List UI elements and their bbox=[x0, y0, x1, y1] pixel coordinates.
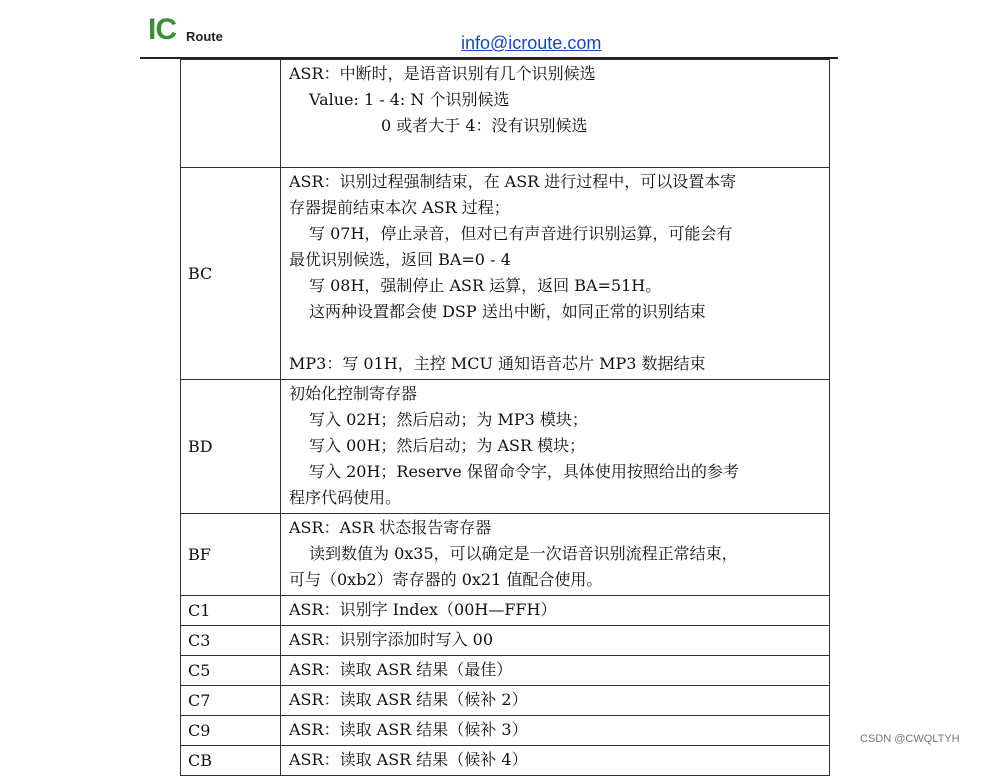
register-table bbox=[180, 59, 830, 776]
description-line: ASR：读取 ASR 结果（候补 3） bbox=[289, 720, 528, 739]
description-line: 最优识别候选，返回 BA=0 - 4 bbox=[289, 250, 511, 269]
register-address: BC bbox=[181, 168, 281, 380]
description-line: 0 或者大于 4：没有识别候选 bbox=[381, 116, 588, 135]
register-address: BF bbox=[181, 514, 281, 596]
register-row bbox=[181, 686, 830, 716]
register-description bbox=[281, 168, 830, 380]
description-line: ASR：识别字 Index（00H—FFH） bbox=[289, 600, 557, 619]
description-line: MP3：写 01H，主控 MCU 通知语音芯片 MP3 数据结束 bbox=[289, 354, 706, 373]
description-line: ASR：读取 ASR 结果（候补 4） bbox=[289, 750, 528, 769]
description-line: ASR：中断时，是语音识别有几个识别候选 bbox=[289, 64, 596, 83]
register-row bbox=[181, 168, 830, 380]
register-row bbox=[181, 380, 830, 514]
register-description bbox=[281, 656, 830, 686]
description-line: 存器提前结束本次 ASR 过程； bbox=[289, 198, 510, 217]
register-description bbox=[281, 686, 830, 716]
register-row bbox=[181, 596, 830, 626]
description-line: 初始化控制寄存器 bbox=[289, 384, 418, 403]
register-address: C5 bbox=[181, 656, 281, 686]
register-row bbox=[181, 626, 830, 656]
description-line: 写入 02H；然后启动；为 MP3 模块； bbox=[309, 410, 588, 429]
logo-route-text: Route bbox=[186, 29, 223, 44]
description-line: 这两种设置都会使 DSP 送出中断，如同正常的识别结束 bbox=[309, 302, 706, 321]
register-row bbox=[181, 514, 830, 596]
register-address: BD bbox=[181, 380, 281, 514]
description-line: ASR：ASR 状态报告寄存器 bbox=[289, 518, 492, 537]
register-description bbox=[281, 626, 830, 656]
register-description bbox=[281, 60, 830, 168]
logo-ic-text: IC bbox=[148, 13, 176, 46]
register-row bbox=[181, 656, 830, 686]
description-line: 写入 20H；Reserve 保留命令字，具体使用按照给出的参考 bbox=[309, 462, 739, 481]
register-row bbox=[181, 746, 830, 776]
register-description bbox=[281, 746, 830, 776]
register-description bbox=[281, 716, 830, 746]
description-line: 可与（0xb2）寄存器的 0x21 值配合使用。 bbox=[289, 570, 603, 589]
description-line: ASR：识别字添加时写入 00 bbox=[289, 630, 494, 649]
register-address: C7 bbox=[181, 686, 281, 716]
description-line bbox=[289, 325, 821, 351]
register-row bbox=[181, 60, 830, 168]
register-address: C3 bbox=[181, 626, 281, 656]
description-line bbox=[289, 139, 821, 165]
register-address: C9 bbox=[181, 716, 281, 746]
description-line: ASR：读取 ASR 结果（候补 2） bbox=[289, 690, 528, 709]
csdn-watermark: CSDN @CWQLTYH bbox=[860, 733, 960, 745]
register-description bbox=[281, 514, 830, 596]
register-row bbox=[181, 716, 830, 746]
description-line: 读到数值为 0x35，可以确定是一次语音识别流程正常结束， bbox=[309, 544, 738, 563]
register-address: C1 bbox=[181, 596, 281, 626]
email-link[interactable]: info@icroute.com bbox=[461, 33, 602, 53]
register-description bbox=[281, 596, 830, 626]
description-line: ASR：识别过程强制结束，在 ASR 进行过程中，可以设置本寄 bbox=[289, 172, 737, 191]
description-line: 程序代码使用。 bbox=[289, 488, 402, 507]
icroute-logo bbox=[148, 10, 232, 46]
register-address: CB bbox=[181, 746, 281, 776]
description-line: 写 07H，停止录音，但对已有声音进行识别运算，可能会有 bbox=[309, 224, 733, 243]
description-line: 写 08H，强制停止 ASR 运算，返回 BA=51H。 bbox=[309, 276, 662, 295]
description-line: 写入 00H；然后启动；为 ASR 模块； bbox=[309, 436, 586, 455]
register-address bbox=[181, 60, 281, 168]
register-description bbox=[281, 380, 830, 514]
description-line: ASR：读取 ASR 结果（最佳） bbox=[289, 660, 513, 679]
description-line: Value: 1 - 4: N 个识别候选 bbox=[309, 90, 510, 109]
